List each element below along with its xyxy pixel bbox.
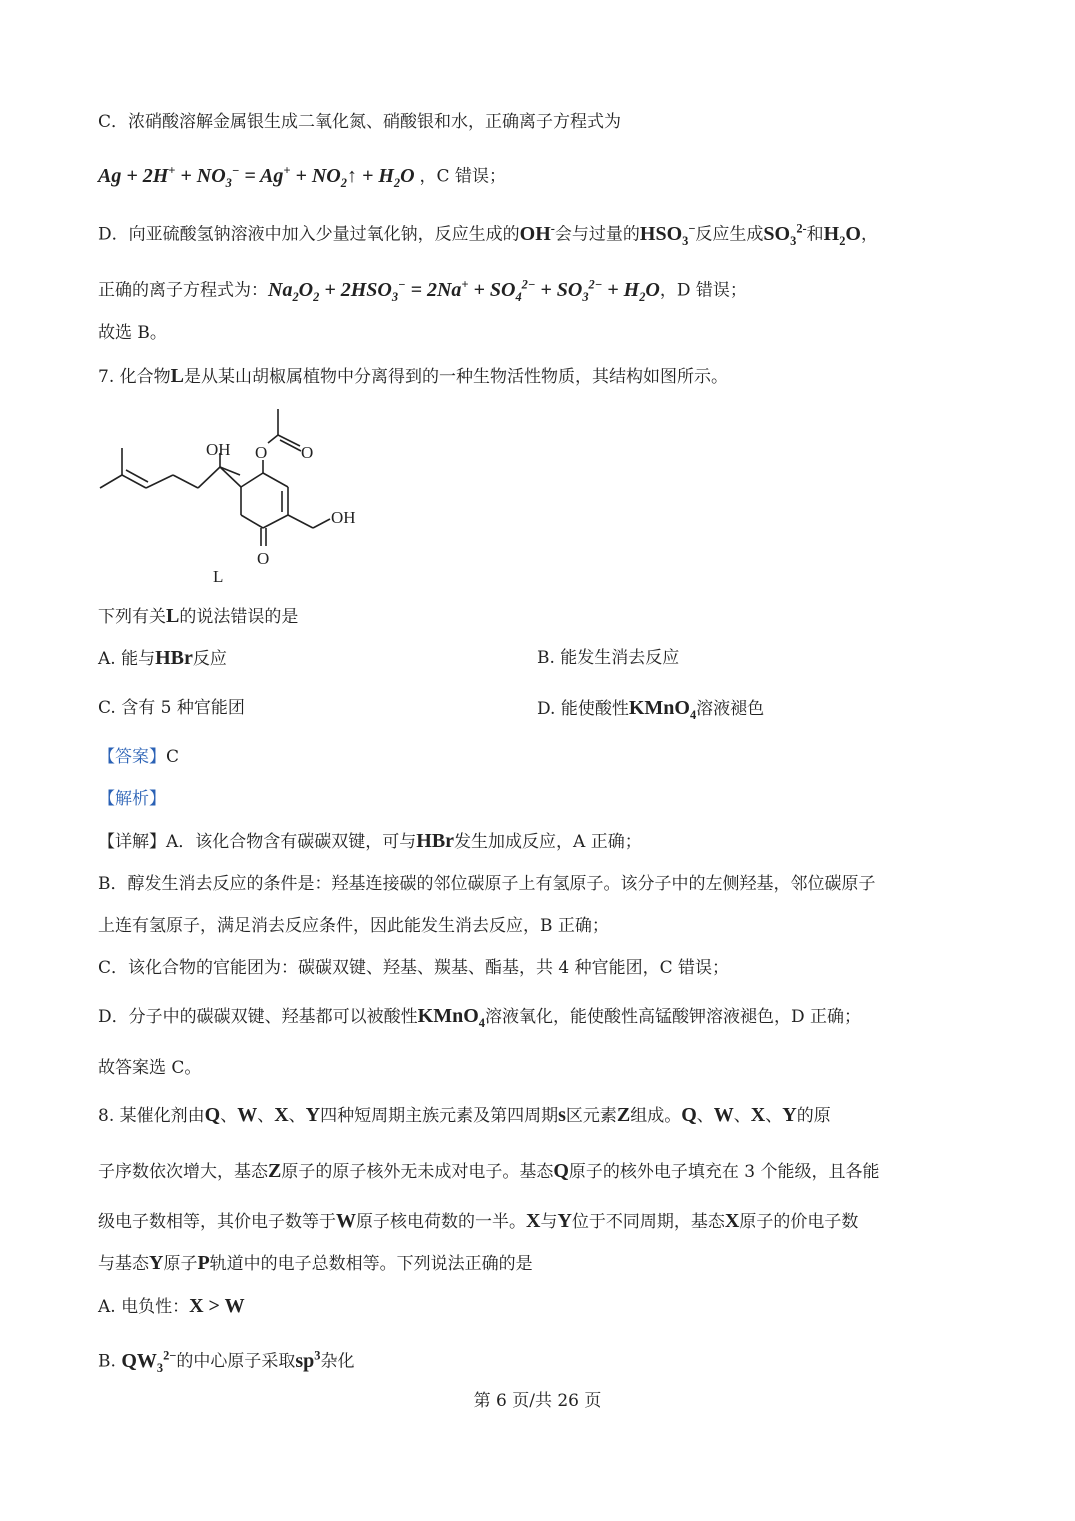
option-a: A. 能与HBr反应 [98,647,227,669]
answer-value: C [166,747,180,767]
choose-b: 故选 B。 [98,323,167,343]
question-7-stem: 7. 化合物L是从某山胡椒属植物中分离得到的一种生物活性物质，其结构如图所示。 [98,365,728,387]
text: ，C 错误； [419,166,506,187]
equation-c [98,157,506,196]
answer-tag: 【答案】 [98,747,166,767]
label-oh-side: OH [331,508,356,527]
question-8-line-1: 8. 某催化剂由Q、W、X、Y四种短周期主族元素及第四周期s区元素Z组成。Q、W、X、Y的原 [98,1104,831,1126]
question-8-option-b: B. $QW_3^{2-}$的中心原子采取$sp^3$杂化 [98,1348,355,1375]
formula-h2o: $H_2O$ [823,222,861,248]
detail-b-2: 上连有氢原子，满足消去反应条件，因此能发生消去反应，B 正确； [98,916,609,936]
formula-so3: $SO_3^{2-}$ [763,221,807,248]
equation: $Ag + 2H^+ + NO_3^- = Ag^+$ + $NO_2↑ + H_2O$ [98,163,415,190]
question-8-line-2: 子序数依次增大，基态Z原子的原子核外无未成对电子。基态Q原子的核外电子填充在 3 个能级，且各能 [98,1160,880,1182]
text: C．浓硝酸溶解金属银生成二氧化氮、硝酸银和水，正确离子方程式为 [98,112,622,132]
structure-svg [98,405,378,590]
label-compound-l: L [213,567,224,586]
detail-c: C．该化合物的官能团为：碳碳双键、羟基、羰基、酯基，共 4 种官能团，C 错误； [98,958,730,978]
label-o-carbonyl: O [301,443,314,462]
formula-oh: OH- [519,221,555,245]
option-b: B. 能发生消去反应 [537,648,680,668]
detail-d: D．分子中的碳碳双键、羟基都可以被酸性KMnO$_4$溶液氧化，能使酸性高锰酸钾溶液褪色，D 正确； [98,1005,862,1030]
bonds [100,409,330,546]
page-footer: 第 6 页/共 26 页 [473,1391,602,1411]
label-o-ketone: O [257,549,270,568]
detail-b-1: B．醇发生消去反应的条件是：羟基连接碳的邻位碳原子上有氢原子。该分子中的左侧羟基，邻位碳原子 [98,874,876,894]
equation: $Na_2O_2 + 2HSO_3^- = 2Na^+ + SO_4^{2-} + SO_3^{2-} + H_2O$ [268,277,660,304]
option-d-explanation: D．向亚硫酸氢钠溶液中加入少量过氧化钠，反应生成的OH-会与过量的$HSO_3^-$反应生成$SO_3^{2-}$和$H_2O$， [98,221,878,248]
question-8-option-a: A. 电负性：X > W [98,1295,245,1317]
option-c-explanation [98,109,621,135]
option-c: C. 含有 5 种官能团 [98,698,245,718]
question-7-ask: 下列有关L的说法错误的是 [98,605,299,627]
question-8-line-3: 级电子数相等，其价电子数等于W原子核电荷数的一半。X与Y位于不同周期，基态X原子的价电子数 [98,1210,859,1232]
equation-d: 正确的离子方程式为：$Na_2O_2 + 2HSO_3^- = 2Na^+ + SO_4^{2-} + SO_3^{2-} + H_2O$，D 错误； [98,277,747,304]
label-o-ester: O [255,443,268,462]
option-d: D. 能使酸性KMnO$_4$溶液褪色 [537,697,765,722]
label-oh-top: OH [206,440,231,459]
question-8-line-4: 与基态Y原子P轨道中的电子总数相等。下列说法正确的是 [98,1252,533,1274]
analysis-heading: 【解析】 [98,789,166,809]
choose-c: 故答案选 C。 [98,1058,202,1078]
answer [98,744,179,770]
formula-hso3: $HSO_3^-$ [639,221,696,248]
detail-a: 【详解】A．该化合物含有碳碳双键，可与HBr发生加成反应，A 正确； [98,830,642,852]
compound-l-structure [98,405,378,590]
